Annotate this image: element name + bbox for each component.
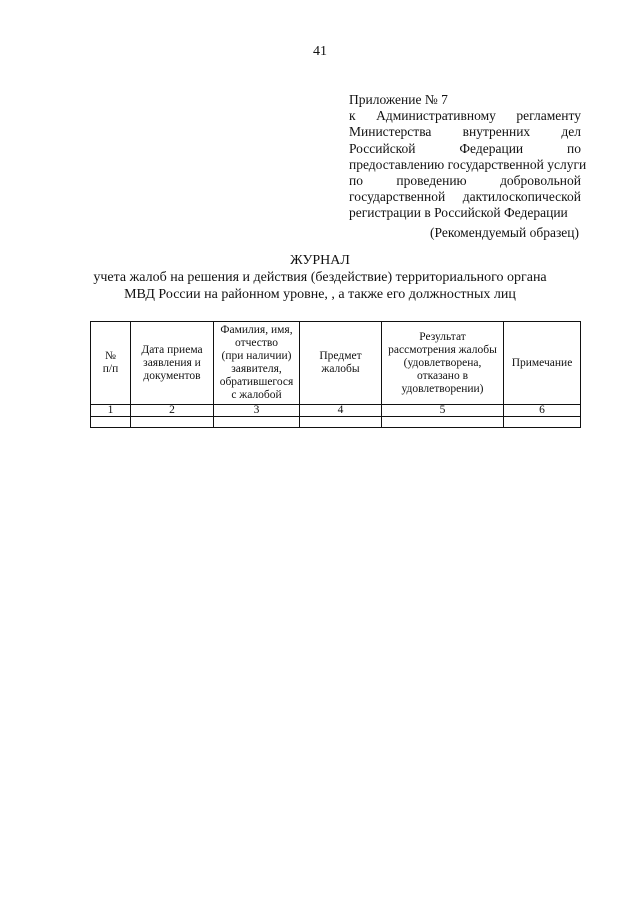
- appendix-line-5: предоставлению государственной услуги: [349, 156, 587, 172]
- table-header-row: [91, 322, 581, 405]
- journal-subtitle-line-1: учета жалоб на решения и действия (бездействие) территориального органа: [93, 270, 547, 285]
- appendix-line-2: к Административному регламенту: [349, 108, 581, 124]
- page-number: 41: [313, 44, 327, 59]
- header-review-result: Результат рассмотрения жалобы (удовлетворена, отказано в удовлетворении): [382, 322, 504, 405]
- header-note: Примечание: [504, 322, 581, 405]
- appendix-title: Приложение № 7: [349, 92, 448, 107]
- journal-heading: [0, 252, 640, 303]
- column-number: 5: [382, 405, 504, 417]
- header-applicant-name: Фамилия, имя, отчество (при наличии) заявителя, обратившегося с жалобой: [214, 322, 300, 405]
- appendix-line-7: государственной дактилоскопической: [349, 189, 581, 205]
- empty-cell: [504, 417, 581, 428]
- journal-subtitle-line-2: МВД России на районном уровне, , а также его должностных лиц: [124, 287, 516, 302]
- column-number: 1: [91, 405, 131, 417]
- journal-title: ЖУРНАЛ: [290, 253, 350, 268]
- empty-cell: [131, 417, 214, 428]
- appendix-line-3: Министерства внутренних дел: [349, 124, 581, 140]
- column-number: 3: [214, 405, 300, 417]
- header-receipt-date: Дата приема заявления и документов: [131, 322, 214, 405]
- header-number: № п/п: [91, 322, 131, 405]
- empty-cell: [382, 417, 504, 428]
- empty-cell: [91, 417, 131, 428]
- empty-cell: [300, 417, 382, 428]
- appendix-line-4: Российской Федерации по: [349, 140, 581, 156]
- appendix-line-8: регистрации в Российской Федерации: [349, 205, 568, 221]
- column-numbers-row: [91, 405, 581, 417]
- header-complaint-subject: Предмет жалобы: [300, 322, 382, 405]
- empty-entry-row: [91, 417, 581, 428]
- appendix-line-6: по проведению добровольной: [349, 173, 581, 189]
- column-number: 6: [504, 405, 581, 417]
- appendix-block: [349, 92, 587, 222]
- complaints-register-table: [90, 321, 581, 428]
- recommended-sample-note: (Рекомендуемый образец): [430, 225, 579, 240]
- column-number: 4: [300, 405, 382, 417]
- column-number: 2: [131, 405, 214, 417]
- empty-cell: [214, 417, 300, 428]
